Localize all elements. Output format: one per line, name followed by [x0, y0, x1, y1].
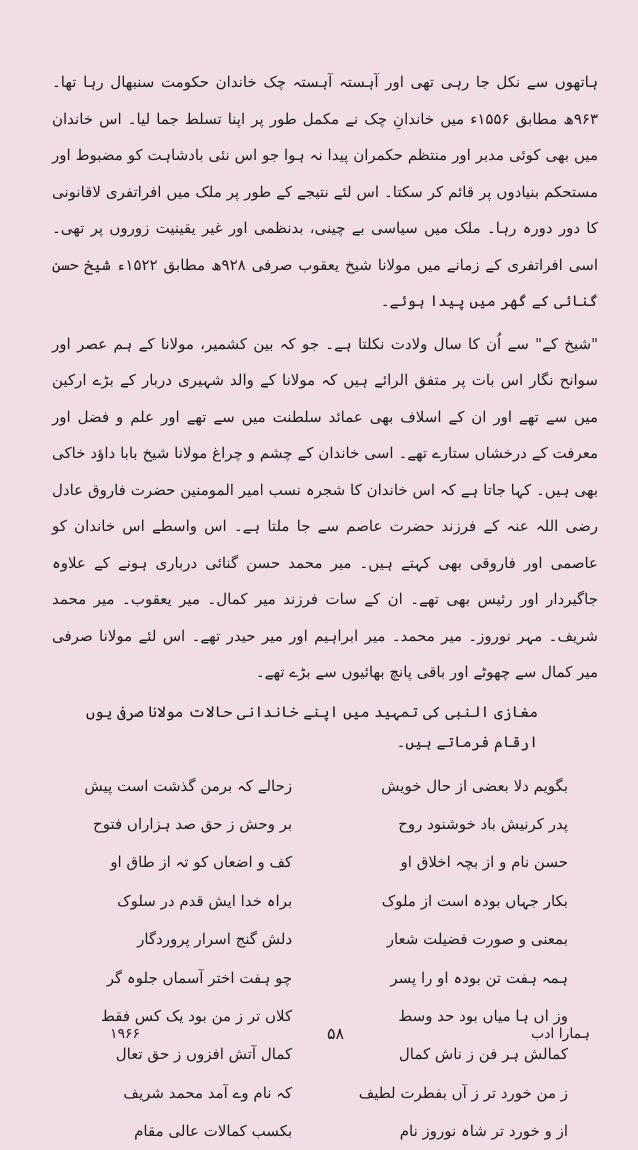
misra-second: کہ نام وے آمد محمد شریف	[76, 1084, 312, 1102]
misra-second: زحالے کہ برمن گذشت است پیش	[76, 777, 312, 795]
misra-first: بکار جہاں بودہ است از ملوک	[332, 892, 568, 910]
misra-first: کمالش ہر فن ز ناش کمال	[332, 1045, 568, 1063]
misra-second: چو ہفت اختر آسماں جلوہ گر	[76, 969, 312, 987]
misra-second: بکسب کمالات عالی مقام	[76, 1122, 312, 1140]
misra-second: کف و اضعاں کو تہ از طاق او	[76, 853, 312, 871]
misra-second: کلاں تر ز من بود یک کس فقط	[76, 1007, 312, 1025]
couplet	[76, 920, 568, 958]
paragraph-1: ہاتھوں سے نکل جا رہی تھی اور آہستہ آہستہ چک خاندان حکومت سنبھال رہا تھا۔ ۹۶۳ھ مطابق ۱۵۵۶ء میں خاندانِ چک نے مکمل طور پر اپنا تسلط جما لیا۔ اس خاندان میں بھی کوئی مدبر اور منتظم حکمران پیدا نہ ہوا جو اس نئی بادشاہت کو مضبوط اور مستحکم بنیادوں پر قائم کر سکتا۔ اس لئے نتیجے کے طور پر ملک میں افراتفری لاقانونی کا دور دورہ رہا۔ ملک میں سیاسی بے چینی، بدنظمی اور غیر یقینیت زوروں پر تھی۔ اسی افراتفری کے زمانے میں مولانا شیخ یعقوب صرفی ۹۲۸ھ مطابق ۱۵۲۲ء شیخ حسن گنائی کے گھر میں پیدا ہوئے۔	[52, 64, 598, 320]
journal-name: ہمارا ادب	[531, 1026, 590, 1042]
misra-second: کمال آتش افزوں ز حق تعال	[76, 1045, 312, 1063]
couplet	[76, 882, 568, 920]
couplet	[76, 843, 568, 881]
couplet	[76, 767, 568, 805]
misra-first: بمعنی و صورت فضیلت شعار	[332, 930, 568, 948]
couplet	[76, 1112, 568, 1150]
couplet	[76, 805, 568, 843]
misra-first: وز اں ہا میاں بود حد وسط	[332, 1007, 568, 1025]
misra-first: از و خورد تر شاہ نوروز نام	[332, 1122, 568, 1140]
poem-intro: مغازی النبی کی تمہید میں اپنے خاندانی حالات مولانا صرفی یوں ارقام فرماتے ہیں۔	[52, 697, 538, 757]
page-footer	[110, 1024, 590, 1043]
poem	[76, 767, 568, 1150]
misra-first: حسن نام و از بچہ اخلاق او	[332, 853, 568, 871]
body-text	[52, 64, 598, 691]
misra-first: ہمہ ہفت تن بودہ او را پسر	[332, 969, 568, 987]
page-number: ۵۸	[327, 1024, 344, 1043]
misra-first: پدر کرنیش باد خوشنود روح	[332, 815, 568, 833]
couplet	[76, 1074, 568, 1112]
misra-second: براہ خدا ایش قدم در سلوک	[76, 892, 312, 910]
misra-second: بر وحش ز حق صد ہزاراں فتوح	[76, 815, 312, 833]
misra-second: دلش گنج اسرار پروردگار	[76, 930, 312, 948]
footer-year: ۱۹۶۶	[110, 1026, 140, 1042]
misra-first: بگویم دلا بعضی از حال خویش	[332, 777, 568, 795]
paragraph-2: "شیخ کے" سے اُن کا سال ولادت نکلتا ہے۔ جو کہ بین کشمیر، مولانا کے ہم عصر اور سوانح نگار اس بات پر متفق الرائے ہیں کہ مولانا کے والد شہیری دربار کے بڑے ارکین میں سے تھے اور ان کے اسلاف بھی عمائد سلطنت میں سے تھے اور علم و فضل اور معرفت کے درخشاں ستارے تھے۔ اسی خاندان کے چشم و چراغ مولانا شیخ بابا داؤد خاکی بھی ہیں۔ کہا جاتا ہے کہ اس خاندان کا شجرہ نسب امیر المومنین حضرت فاروق عادل رضی اللہ عنہ کے فرزند حضرت عاصم سے جا ملتا ہے۔ اس واسطے اس خاندان کو عاصمی اور فاروقی بھی کہتے ہیں۔ میر محمد حسن گنائی درباری ہونے کے علاوہ جاگیردار اور رئیس بھی تھے۔ ان کے سات فرزند میر کمال۔ میر یعقوب۔ میر محمد شریف۔ مہر نوروز۔ میر محمد۔ میر ابراہیم اور میر حیدر تھے۔ اس لئے مولانا صرفی میر کمال سے چھوٹے اور باقی پانچ بھائیوں سے بڑے تھے۔	[52, 326, 598, 691]
couplet	[76, 958, 568, 996]
misra-first: ز من خورد تر ز آں بفطرت لطیف	[332, 1084, 568, 1102]
